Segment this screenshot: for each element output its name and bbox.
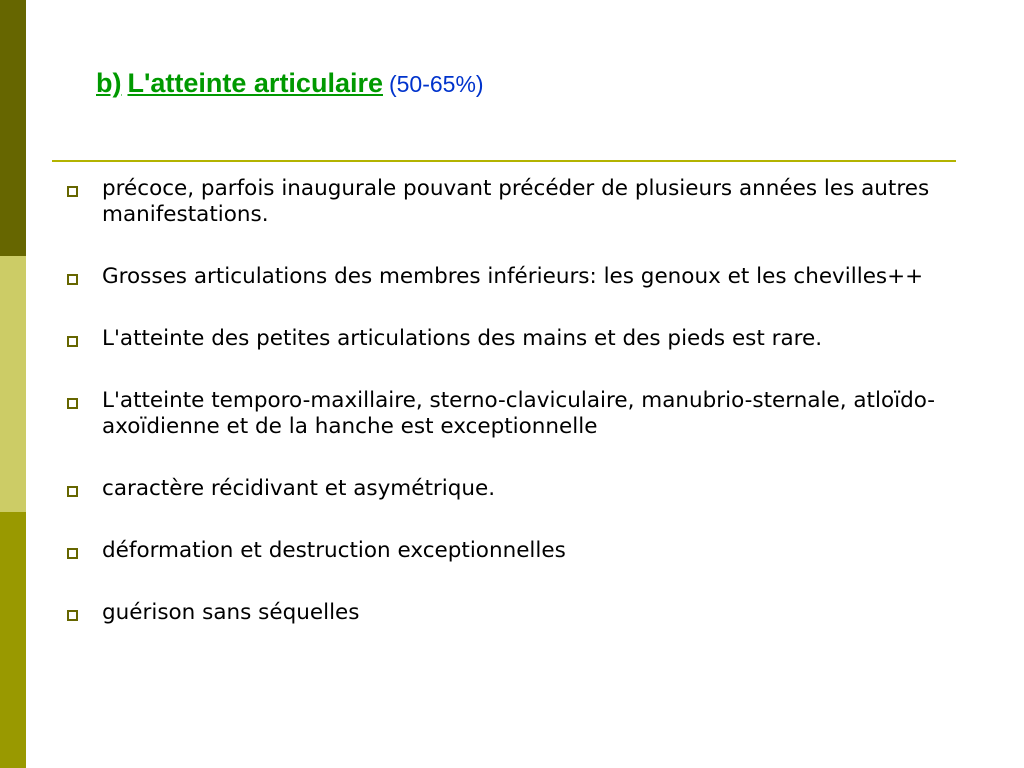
hollow-square-bullet-icon [67, 336, 78, 347]
bullet-item [64, 600, 964, 626]
sidebar-segment-middle [0, 256, 26, 512]
hollow-square-bullet-icon [67, 548, 78, 559]
title-main: L'atteinte articulaire [127, 68, 383, 98]
hollow-square-bullet-icon [67, 186, 78, 197]
bullet-text: L'atteinte temporo-maxillaire, sterno-claviculaire, manubrio-sternale, atloïdo-axoïdienne et de la hanche est exceptionnelle [102, 388, 936, 439]
bullet-item [64, 388, 964, 440]
bullet-item [64, 476, 964, 502]
hollow-square-bullet-icon [67, 610, 78, 621]
bullet-list [64, 176, 964, 626]
hollow-square-bullet-icon [67, 398, 78, 409]
sidebar-segment-top [0, 0, 26, 256]
title-prefix: b) [96, 68, 122, 98]
title-percentage: (50-65%) [388, 71, 484, 97]
title-divider [52, 160, 956, 162]
bullet-item [64, 326, 964, 352]
bullet-text: Grosses articulations des membres inférieurs: les genoux et les chevilles++ [102, 264, 924, 289]
bullet-item [64, 176, 964, 228]
bullet-text: guérison sans séquelles [102, 600, 360, 625]
slide-title [96, 68, 484, 99]
hollow-square-bullet-icon [67, 486, 78, 497]
bullet-text: déformation et destruction exceptionnelles [102, 538, 566, 563]
bullet-item [64, 538, 964, 564]
bullet-text: précoce, parfois inaugurale pouvant précéder de plusieurs années les autres manifestations. [102, 176, 930, 227]
hollow-square-bullet-icon [67, 274, 78, 285]
decorative-sidebar [0, 0, 26, 768]
bullet-text: caractère récidivant et asymétrique. [102, 476, 496, 501]
sidebar-segment-bottom [0, 512, 26, 768]
bullet-item [64, 264, 964, 290]
bullet-text: L'atteinte des petites articulations des mains et des pieds est rare. [102, 326, 823, 351]
